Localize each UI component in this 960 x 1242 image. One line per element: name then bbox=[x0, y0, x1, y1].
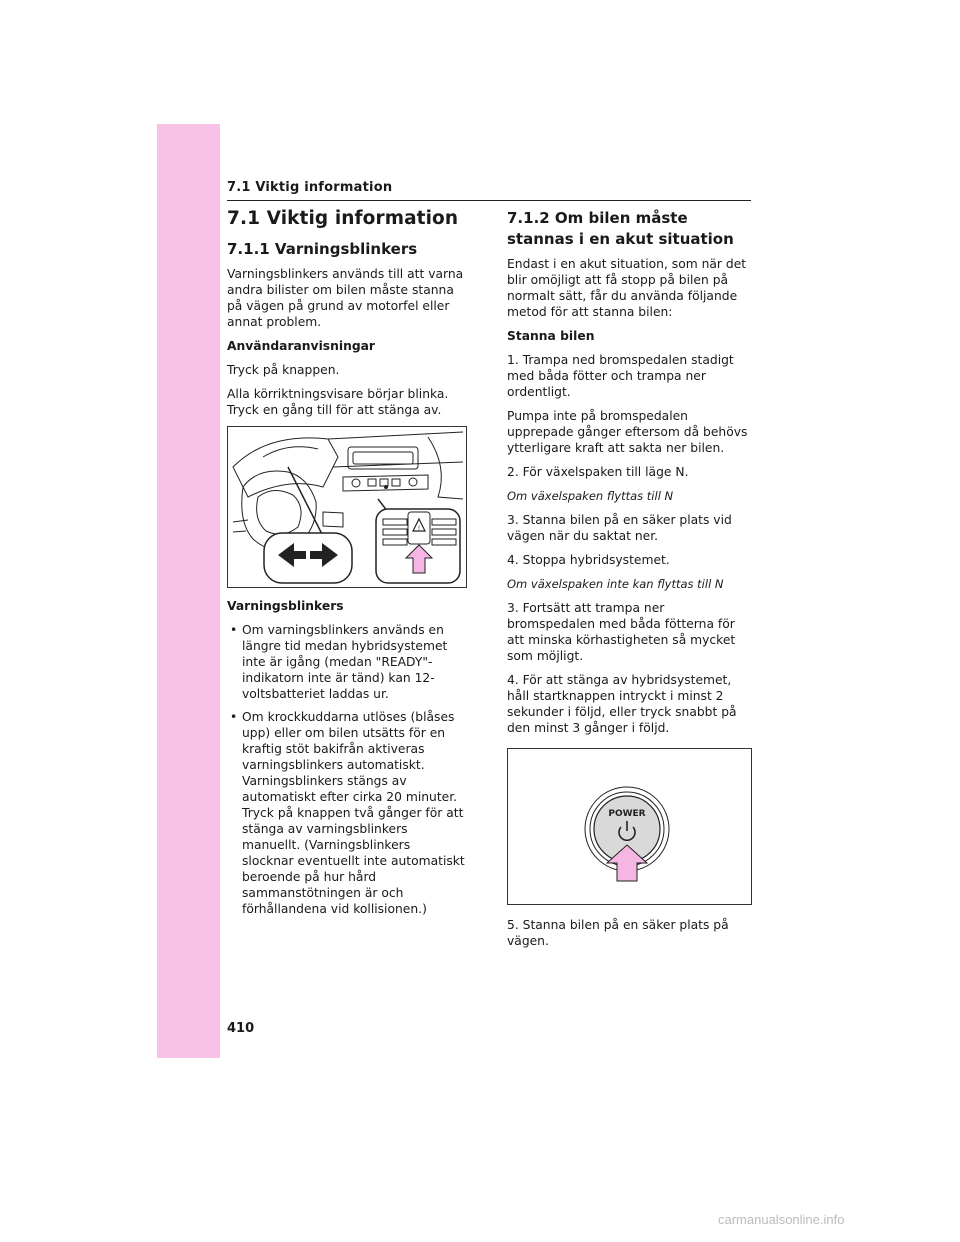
header-rule bbox=[227, 200, 751, 201]
step-1: 1. Trampa ned bromspedalen stadigt med båda fötter och trampa ner ordentligt. bbox=[507, 353, 734, 399]
hazard-button-figure bbox=[227, 426, 467, 588]
hazard-notes-list bbox=[227, 622, 465, 917]
step-3-alt: 3. Fortsätt att trampa ner bromspedalen med båda fötterna för att minska körhastigheten så mycket som möjligt. bbox=[507, 601, 736, 663]
condition-1: Om växelspaken flyttas till N bbox=[507, 489, 674, 503]
stop-heading: Stanna bilen bbox=[507, 329, 595, 343]
dashboard-illustration bbox=[228, 427, 466, 587]
step-2: 2. För växelspaken till läge N. bbox=[507, 465, 689, 479]
figure-caption: Varningsblinkers bbox=[227, 599, 344, 613]
right-column bbox=[507, 206, 752, 957]
power-button-illustration bbox=[508, 749, 751, 904]
step-5: 5. Stanna bilen på en säker plats på vägen. bbox=[507, 918, 729, 948]
list-item: • Om varningsblinkers används en längre tid medan hybridsystemet inte är igång (medan "READY"-indikatorn inte är tänd) kan 12-voltsbatteriet laddas ur. bbox=[227, 622, 465, 702]
emergency-intro: Endast i en akut situation, som när det blir omöjligt att få stopp på bilen på normalt sätt, får du använda följande metod för att stanna bilen: bbox=[507, 257, 747, 319]
step-4-alt: 4. För att stänga av hybridsystemet, håll startknappen intryckt i minst 2 sekunder i följd, eller tryck snabbt på den minst 3 gånger i följd. bbox=[507, 673, 737, 735]
instruction-1: Tryck på knappen. bbox=[227, 363, 340, 377]
page-number: 410 bbox=[227, 1021, 255, 1036]
instruction-2: Alla körriktningsvisare börjar blinka. Tryck en gång till för att stänga av. bbox=[227, 387, 449, 417]
power-label: POWER bbox=[608, 809, 646, 819]
instructions-heading: Användaranvisningar bbox=[227, 339, 375, 353]
subsection-title-hazard: 7.1.1 Varningsblinkers bbox=[227, 240, 418, 258]
condition-2: Om växelspaken inte kan flyttas till N bbox=[507, 577, 724, 591]
step-1-note: Pumpa inte på bromspedalen upprepade gånger eftersom då behövs ytterligare kraft att sakta ner bilen. bbox=[507, 409, 748, 455]
left-column bbox=[227, 206, 465, 924]
power-button-figure bbox=[507, 748, 752, 905]
step-4: 4. Stoppa hybridsystemet. bbox=[507, 553, 670, 567]
subsection-title-emergency: 7.1.2 Om bilen måste stannas i en akut situation bbox=[507, 209, 734, 248]
hazard-intro: Varningsblinkers används till att varna andra bilister om bilen måste stanna på vägen på grund av motorfel eller annat problem. bbox=[227, 267, 464, 329]
step-3: 3. Stanna bilen på en säker plats vid vägen när du saktat ner. bbox=[507, 513, 732, 543]
list-item: • Om krockkuddarna utlöses (blåses upp) eller om bilen utsätts för en kraftig stöt bakifrån aktiveras varningsblinkers automatiskt. Varningsblinkers stängs av automatiskt efter cirka 20 minuter. Tryck på knappen två gånger för att stänga av varningsblinkers manuellt. (Varningsblinkers slocknar eventuellt inte automatiskt beroende på hur hård sammanstötningen är och förhållandena vid kollisionen.) bbox=[227, 709, 465, 917]
running-head: 7.1 Viktig information bbox=[227, 180, 393, 195]
section-title: 7.1 Viktig information bbox=[227, 208, 459, 229]
watermark: carmanualsonline.info bbox=[718, 1212, 845, 1227]
svg-text:!: ! bbox=[417, 525, 421, 532]
